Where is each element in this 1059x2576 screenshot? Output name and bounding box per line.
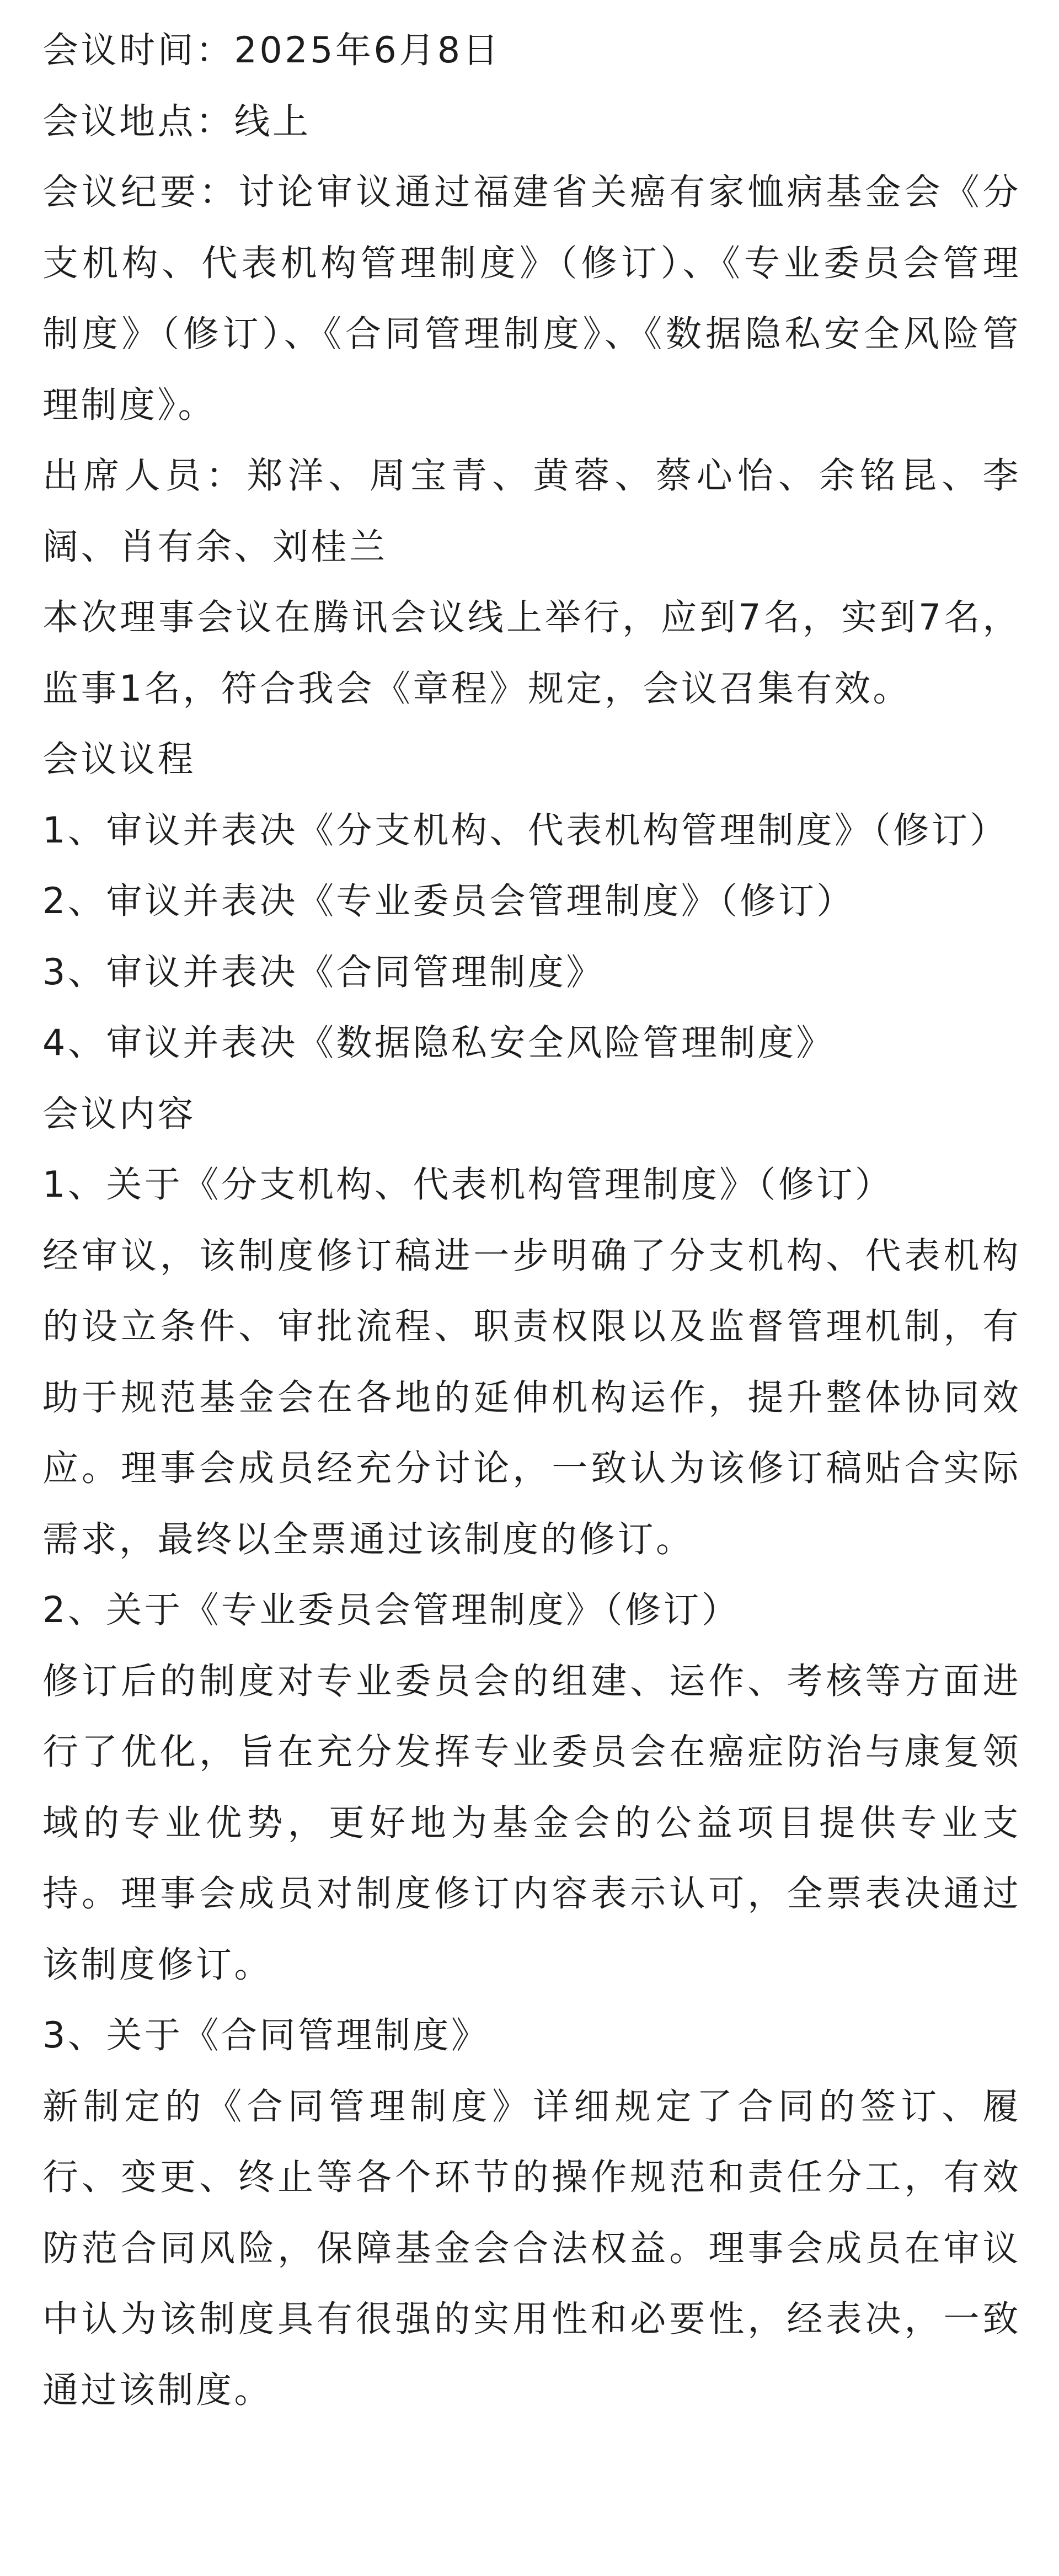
agenda-item: 4、审议并表决《数据隐私安全风险管理制度》 (42, 1022, 835, 1064)
agenda-item: 3、审议并表决《合同管理制度》 (42, 951, 605, 993)
section-body: 新制定的《合同管理制度》详细规定了合同的签订、履行、变更、终止等各个环节的操作规范和责任分工，有效防范合同风险，保障基金会合法权益。理事会成员在审议中认为该制度具有很强的实用性和必要性，经表决，一致通过该制度。 (42, 2086, 1021, 2411)
section-body: 经审议，该制度修订稿进一步明确了分支机构、代表机构的设立条件、审批流程、职责权限以及监督管理机制，有助于规范基金会在各地的延伸机构运作，提升整体协同效应。理事会成员经充分讨论，一致认为该修订稿贴合实际需求，最终以全票通过该制度的修订。 (42, 1235, 1021, 1560)
quorum-statement: 本次理事会议在腾讯会议线上举行，应到7名，实到7名，监事1名，符合我会《章程》规定，会议召集有效。 (42, 597, 1021, 710)
meeting-place: 会议地点：线上 (42, 100, 311, 142)
content-heading: 会议内容 (42, 1093, 196, 1135)
section-title: 2、关于《专业委员会管理制度》（修订） (42, 1590, 740, 1631)
attendees: 出席人员：郑洋、周宝青、黄蓉、蔡心怡、余铭昆、李阔、肖有余、刘桂兰 (42, 455, 1021, 568)
section-title: 3、关于《合同管理制度》 (42, 2015, 490, 2056)
section-title: 1、关于《分支机构、代表机构管理制度》（修订） (42, 1164, 894, 1206)
agenda-heading: 会议议程 (42, 739, 196, 780)
meeting-summary: 会议纪要：讨论审议通过福建省关癌有家恤病基金会《分支机构、代表机构管理制度》（修订）、《专业委员会管理制度》（修订）、《合同管理制度》、《数据隐私安全风险管理制度》。 (42, 172, 1021, 426)
meeting-time: 会议时间：2025年6月8日 (42, 30, 501, 71)
section-body: 修订后的制度对专业委员会的组建、运作、考核等方面进行了优化，旨在充分发挥专业委员会在癌症防治与康复领域的专业优势，更好地为基金会的公益项目提供专业支持。理事会成员对制度修订内容表示认可，全票表决通过该制度修订。 (42, 1660, 1021, 1986)
agenda-item: 1、审议并表决《分支机构、代表机构管理制度》（修订） (42, 809, 1008, 851)
agenda-item: 2、审议并表决《专业委员会管理制度》（修订） (42, 881, 855, 922)
meeting-minutes-document (42, 15, 1021, 2426)
